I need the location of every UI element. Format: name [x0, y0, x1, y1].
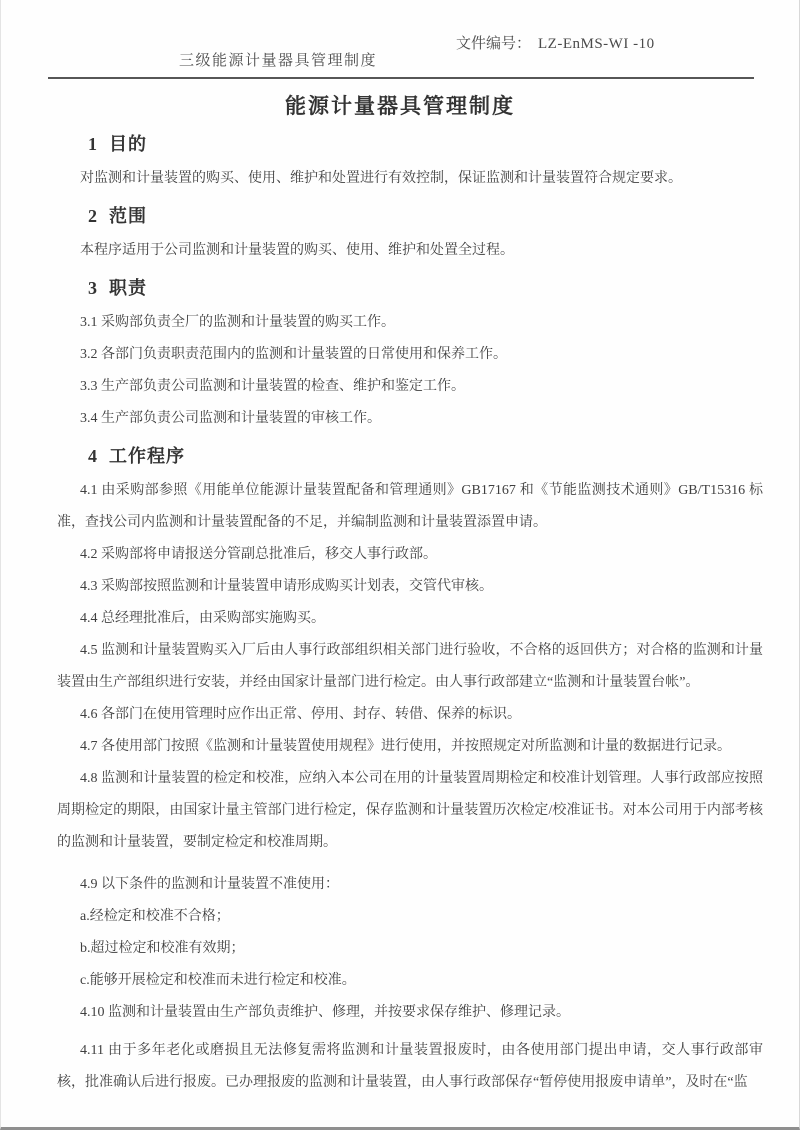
clause-4-6: 4.6 各部门在使用管理时应作出正常、停用、封存、转借、保养的标识。 — [80, 707, 521, 722]
section-heading-responsibilities: 3 职责 — [88, 278, 147, 298]
section-heading-procedure: 4 工作程序 — [88, 446, 185, 466]
file-number-value: LZ-EnMS-WI -10 — [538, 36, 655, 52]
page-header — [1, 0, 799, 79]
para-scope: 本程序适用于公司监测和计量装置的购买、使用、维护和处置全过程。 — [80, 243, 514, 258]
clause-3-3: 3.3 生产部负责公司监测和计量装置的检查、维护和鉴定工作。 — [80, 379, 465, 394]
clause-4-4: 4.4 总经理批准后，由采购部实施购买。 — [80, 611, 325, 626]
clause-3-4: 3.4 生产部负责公司监测和计量装置的审核工作。 — [80, 411, 381, 426]
header-file-number — [441, 15, 655, 70]
clause-4-9-c: c.能够开展检定和校准而未进行检定和校准。 — [80, 973, 356, 988]
para-purpose: 对监测和计量装置的购买、使用、维护和处置进行有效控制，保证监测和计量装置符合规定要求。 — [80, 171, 682, 186]
clause-4-9-b: b.超过检定和校准有效期； — [80, 941, 245, 956]
section-heading-scope: 2 范围 — [88, 206, 147, 226]
document-body — [1, 129, 799, 1099]
section-heading-purpose: 1 目的 — [88, 134, 147, 154]
file-number-label: 文件编号： — [456, 36, 532, 52]
document-title: 能源计量器具管理制度 — [285, 94, 515, 118]
clause-4-9: 4.9 以下条件的监测和计量装置不准使用： — [80, 877, 339, 892]
clause-4-5: 4.5 监测和计量装置购买入厂后由人事行政部组织相关部门进行验收，不合格的返回供方；对合格的监测和计量装置由生产部组织进行安装，并经由国家计量部门进行检定。由人事行政部建立“监测和计量装置台帐”。 — [57, 643, 763, 690]
clause-4-11: 4.11 由于多年老化或磨损且无法修复需将监测和计量装置报废时，由各使用部门提出申请，交人事行政部审核，批准确认后进行报废。已办理报废的监测和计量装置，由人事行政部保存“暂停使用报废申请单”，及时在“监 — [57, 1043, 763, 1090]
clause-3-1: 3.1 采购部负责全厂的监测和计量装置的购买工作。 — [80, 315, 395, 330]
clause-4-8: 4.8 监测和计量装置的检定和校准，应纳入本公司在用的计量装置周期检定和校准计划管理。人事行政部应按照周期检定的期限，由国家计量主管部门进行检定，保存监测和计量装置历次检定/校准证书。对本公司用于内部考核的监测和计量装置，要制定检定和校准周期。 — [57, 771, 763, 850]
clause-4-9-a: a.经检定和校准不合格； — [80, 909, 230, 924]
header-divider — [48, 77, 754, 79]
clause-4-3: 4.3 采购部按照监测和计量装置申请形成购买计划表，交管代审核。 — [80, 579, 493, 594]
clause-4-2: 4.2 采购部将申请报送分管副总批准后，移交人事行政部。 — [80, 547, 437, 562]
clause-4-1: 4.1 由采购部参照《用能单位能源计量装置配备和管理通则》GB17167 和《节能监测技术通则》GB/T15316 标准，查找公司内监测和计量装置配备的不足，并编制监测和计量装置添置申请。 — [57, 483, 763, 530]
header-doc-type: 三级能源计量器具管理制度 — [179, 53, 378, 69]
clause-3-2: 3.2 各部门负责职责范围内的监测和计量装置的日常使用和保养工作。 — [80, 347, 507, 362]
clause-4-10: 4.10 监测和计量装置由生产部负责维护、修理，并按要求保存维护、修理记录。 — [80, 1005, 570, 1020]
clause-4-7: 4.7 各使用部门按照《监测和计量装置使用规程》进行使用，并按照规定对所监测和计量的数据进行记录。 — [80, 739, 731, 754]
